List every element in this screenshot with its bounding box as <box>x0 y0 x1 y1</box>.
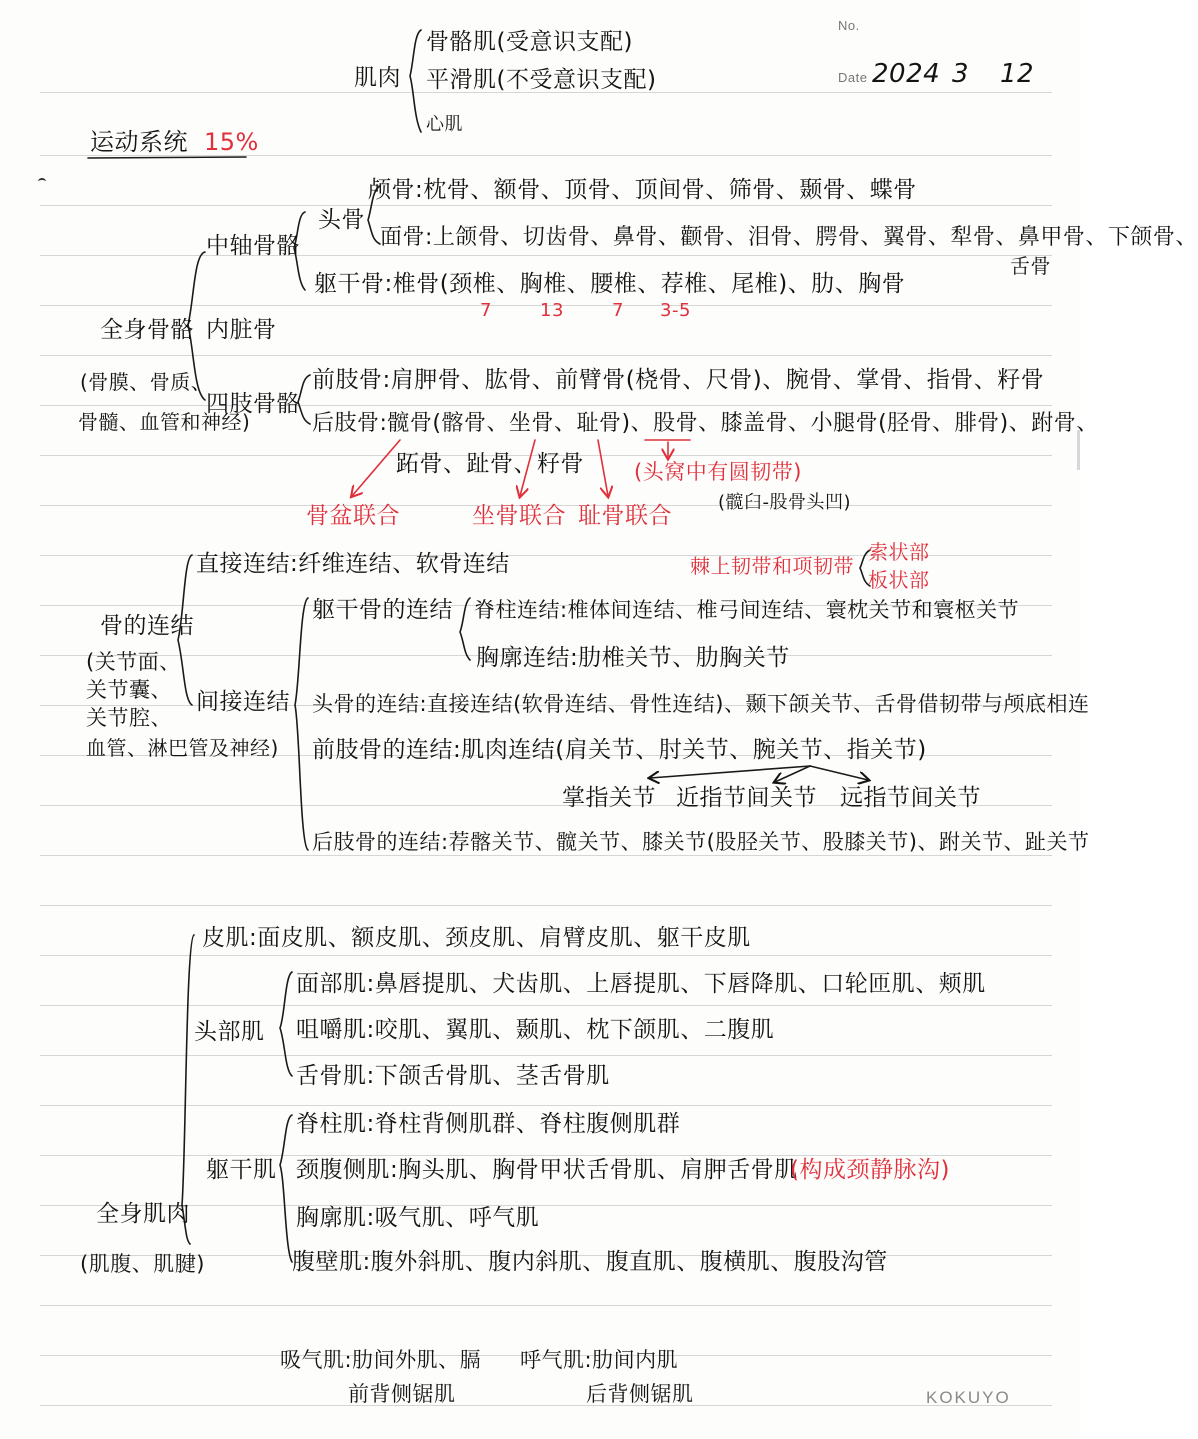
finger-joint-pip: 近指节间关节 <box>676 785 817 811</box>
visceral-bones: 内脏骨 <box>206 317 277 343</box>
finger-joint-mcp: 掌指关节 <box>562 785 656 811</box>
finger-joint-dip: 远指节间关节 <box>840 785 981 811</box>
hyoid-muscles: 舌骨肌:下颌舌骨肌、茎舌骨肌 <box>296 1063 610 1089</box>
indirect-joints: 间接连结 <box>196 689 290 715</box>
skull-label: 头骨 <box>318 207 365 233</box>
skull-cranial: 颅骨:枕骨、额骨、顶骨、顶间骨、筛骨、颞骨、蝶骨 <box>368 177 917 203</box>
neck-muscles: 颈腹侧肌:胸头肌、胸骨甲状舌骨肌、肩胛舌骨肌 <box>296 1157 798 1183</box>
brand-logo: KOKUYO <box>926 1388 1011 1407</box>
skull-joints: 头骨的连结:直接连结(软骨连结、骨性连结)、颞下颌关节、舌骨借韧带与颅底相连 <box>312 692 1090 716</box>
femur-note: (头窝中有圆韧带) <box>634 460 802 484</box>
inspiratory-muscles-2: 前背侧锯肌 <box>348 1382 456 1406</box>
mastication-muscles: 咀嚼肌:咬肌、翼肌、颞肌、枕下颌肌、二腹肌 <box>296 1017 775 1043</box>
skeleton-root-note-1: (骨膜、骨质、 <box>80 370 212 394</box>
neck-muscles-note: (构成颈静脉沟) <box>790 1157 950 1183</box>
axial-skeleton: 中轴骨骼 <box>206 233 300 259</box>
skeleton-root-note-2: 骨髓、血管和神经) <box>78 410 251 434</box>
hindlimb-bones: 后肢骨:髋骨(髂骨、坐骨、耻骨)、股骨、膝盖骨、小腿骨(胫骨、腓骨)、跗骨、 <box>312 411 1099 436</box>
pubic-symphysis: 耻骨联合 <box>578 503 672 529</box>
joints-note-2: 关节囊、 <box>86 678 172 702</box>
spine-joints: 脊柱连结:椎体间连结、椎弓间连结、寰枕关节和寰枢关节 <box>474 598 1020 622</box>
joints-root: 骨的连结 <box>100 613 194 639</box>
ligament-note: 棘上韧带和项韧带 <box>690 554 854 578</box>
joints-note-1: (关节面、 <box>86 650 181 674</box>
ischial-symphysis: 坐骨联合 <box>472 503 566 529</box>
count-lumbar: 7 <box>612 300 624 321</box>
vertebral-muscles: 脊柱肌:脊柱背侧肌群、脊柱腹侧肌群 <box>296 1111 681 1137</box>
date-label: Date <box>838 70 868 85</box>
expiratory-muscles: 呼气肌:肋间内肌 <box>520 1348 679 1372</box>
direct-joints: 直接连结:纤维连结、软骨连结 <box>196 551 510 577</box>
head-muscles: 头部肌 <box>194 1019 265 1045</box>
muscles-root: 全身肌肉 <box>96 1201 190 1227</box>
muscle-type-smooth: 平滑肌(不受意识支配) <box>426 67 657 93</box>
muscle-type-cardiac: 心肌 <box>426 114 463 135</box>
count-thoracic: 13 <box>540 300 564 321</box>
muscle-types-label: 肌肉 <box>354 65 401 91</box>
forelimb-bones: 前肢骨:肩胛骨、肱骨、前臂骨(桡骨、尺骨)、腕骨、掌骨、指骨、籽骨 <box>312 367 1045 393</box>
no-label: No. <box>838 18 860 33</box>
date-month: 3 <box>952 59 970 89</box>
thorax-joints: 胸廓连结:肋椎关节、肋胸关节 <box>476 645 790 671</box>
count-sacral: 3-5 <box>660 300 691 321</box>
joints-note-3: 关节腔、 <box>86 706 172 730</box>
forelimb-joints: 前肢骨的连结:肌肉连结(肩关节、肘关节、腕关节、指关节) <box>312 737 927 763</box>
hindlimb-bones-cont: 跖骨、趾骨、籽骨 <box>396 451 584 477</box>
face-muscles: 面部肌:鼻唇提肌、犬齿肌、上唇提肌、下唇降肌、口轮匝肌、颊肌 <box>296 971 986 997</box>
femur-note-2: (髋臼-股骨头凹) <box>718 492 852 513</box>
ligament-part-1: 索状部 <box>868 540 930 564</box>
title-percent: 15% <box>204 128 259 156</box>
inspiratory-muscles: 吸气肌:肋间外肌、膈 <box>280 1348 482 1372</box>
limb-skeleton: 四肢骨骼 <box>206 391 300 417</box>
skin-muscles: 皮肌:面皮肌、额皮肌、颈皮肌、肩臂皮肌、躯干皮肌 <box>202 925 751 951</box>
trunk-joints: 躯干骨的连结 <box>312 597 453 623</box>
abdominal-muscles: 腹壁肌:腹外斜肌、腹内斜肌、腹直肌、腹横肌、腹股沟管 <box>292 1249 888 1275</box>
thoracic-muscles: 胸廓肌:吸气肌、呼气肌 <box>296 1205 540 1231</box>
skull-facial: 面骨:上颌骨、切齿骨、鼻骨、颧骨、泪骨、腭骨、翼骨、犁骨、鼻甲骨、下颌骨、 <box>380 225 1198 250</box>
expiratory-muscles-2: 后背侧锯肌 <box>586 1382 694 1406</box>
skull-facial-cont: 舌骨 <box>1010 254 1051 278</box>
skeleton-root: 全身骨骼 <box>100 317 194 343</box>
date-year: 2024 <box>872 59 941 89</box>
trunk-muscles: 躯干肌 <box>206 1157 277 1183</box>
muscles-root-note: (肌腹、肌腱) <box>80 1252 205 1276</box>
date-day: 12 <box>1000 59 1035 89</box>
muscle-type-skeletal: 骨骼肌(受意识支配) <box>426 29 633 55</box>
pelvic-symphysis: 骨盆联合 <box>306 503 400 529</box>
count-cervical: 7 <box>480 300 492 321</box>
page-title: 运动系统 <box>90 128 188 156</box>
joints-note-4: 血管、淋巴管及神经) <box>86 736 279 760</box>
hindlimb-joints: 后肢骨的连结:荐髂关节、髋关节、膝关节(股胫关节、股膝关节)、跗关节、趾关节 <box>312 830 1090 854</box>
ligament-part-2: 板状部 <box>868 568 930 592</box>
trunk-bones: 躯干骨:椎骨(颈椎、胸椎、腰椎、荐椎、尾椎)、肋、胸骨 <box>314 271 906 297</box>
